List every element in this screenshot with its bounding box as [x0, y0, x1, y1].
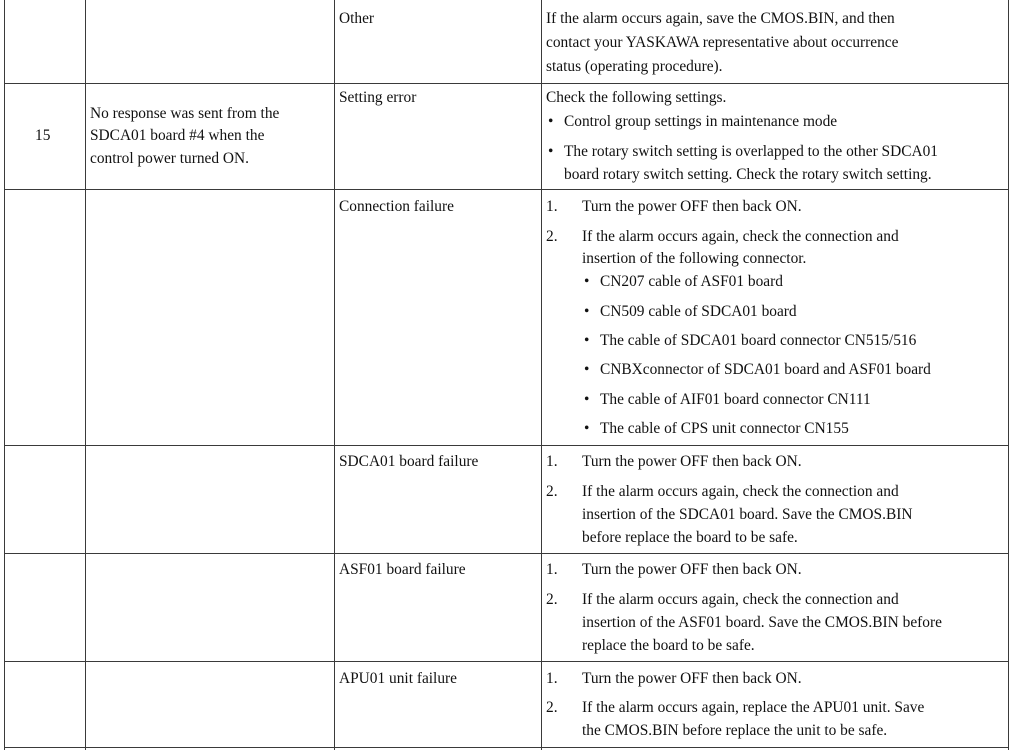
- alarm-number: 15: [35, 127, 51, 144]
- cause-cell: ASF01 board failure: [339, 561, 466, 578]
- step-text: If the alarm occurs again, check the connection and: [582, 591, 899, 608]
- step-text: Turn the power OFF then back ON.: [582, 561, 802, 578]
- connector-item: The cable of AIF01 board connector CN111: [600, 391, 871, 408]
- row-divider: [4, 661, 1009, 662]
- table-border-left: [4, 0, 5, 750]
- row-divider: [4, 553, 1009, 554]
- step-number: 1.: [546, 453, 558, 470]
- bullet-icon: •: [548, 143, 554, 160]
- column-divider-number: [85, 0, 86, 750]
- cause-cell: Other: [339, 10, 375, 27]
- connector-item: CNBXconnector of SDCA01 board and ASF01 board: [600, 361, 931, 378]
- bullet-icon: •: [584, 273, 590, 290]
- connector-item: The cable of SDCA01 board connector CN515/516: [600, 332, 917, 349]
- bullet-icon: •: [584, 332, 590, 349]
- description-line: control power turned ON.: [90, 150, 249, 167]
- remedy-intro: Check the following settings.: [546, 89, 727, 106]
- bullet-icon: •: [584, 420, 590, 437]
- step-text: the CMOS.BIN before replace the unit to be safe.: [582, 722, 888, 739]
- step-text: If the alarm occurs again, check the connection and: [582, 228, 899, 245]
- step-number: 2.: [546, 699, 558, 716]
- step-text: Turn the power OFF then back ON.: [582, 198, 802, 215]
- step-text: replace the board to be safe.: [582, 637, 755, 654]
- row-divider: [4, 189, 1009, 190]
- remedy-line: contact your YASKAWA representative about occurrence: [546, 34, 899, 51]
- remedy-bullet: Control group settings in maintenance mode: [564, 113, 838, 130]
- row-divider: [4, 445, 1009, 446]
- description-line: SDCA01 board #4 when the: [90, 127, 265, 144]
- remedy-bullet: board rotary switch setting. Check the rotary switch setting.: [564, 166, 932, 183]
- column-divider-description: [334, 0, 335, 750]
- step-text: If the alarm occurs again, check the connection and: [582, 483, 899, 500]
- cause-cell: Connection failure: [339, 198, 454, 215]
- connector-item: The cable of CPS unit connector CN155: [600, 420, 849, 437]
- remedy-line: If the alarm occurs again, save the CMOS.BIN, and then: [546, 10, 895, 27]
- row-divider: [4, 83, 1009, 84]
- step-text: before replace the board to be safe.: [582, 529, 798, 546]
- table-border-right: [1008, 0, 1009, 750]
- step-number: 1.: [546, 561, 558, 578]
- step-text: If the alarm occurs again, replace the APU01 unit. Save: [582, 699, 925, 716]
- column-divider-cause: [541, 0, 542, 750]
- description-line: No response was sent from the: [90, 105, 280, 122]
- step-text: Turn the power OFF then back ON.: [582, 670, 802, 687]
- step-text: insertion of the ASF01 board. Save the CMOS.BIN before: [582, 614, 942, 631]
- cause-cell: Setting error: [339, 89, 417, 106]
- remedy-line: status (operating procedure).: [546, 58, 723, 75]
- bullet-icon: •: [584, 391, 590, 408]
- step-number: 1.: [546, 670, 558, 687]
- step-text: insertion of the SDCA01 board. Save the CMOS.BIN: [582, 506, 913, 523]
- step-number: 2.: [546, 591, 558, 608]
- bullet-icon: •: [584, 361, 590, 378]
- step-number: 1.: [546, 198, 558, 215]
- row-divider: [4, 747, 1009, 748]
- step-number: 2.: [546, 228, 558, 245]
- remedy-bullet: The rotary switch setting is overlapped to the other SDCA01: [564, 143, 939, 160]
- step-number: 2.: [546, 483, 558, 500]
- cause-cell: APU01 unit failure: [339, 670, 457, 687]
- bullet-icon: •: [548, 113, 554, 130]
- connector-item: CN207 cable of ASF01 board: [600, 273, 783, 290]
- step-text: Turn the power OFF then back ON.: [582, 453, 802, 470]
- step-text: insertion of the following connector.: [582, 250, 807, 267]
- connector-item: CN509 cable of SDCA01 board: [600, 303, 797, 320]
- cause-cell: SDCA01 board failure: [339, 453, 479, 470]
- bullet-icon: •: [584, 303, 590, 320]
